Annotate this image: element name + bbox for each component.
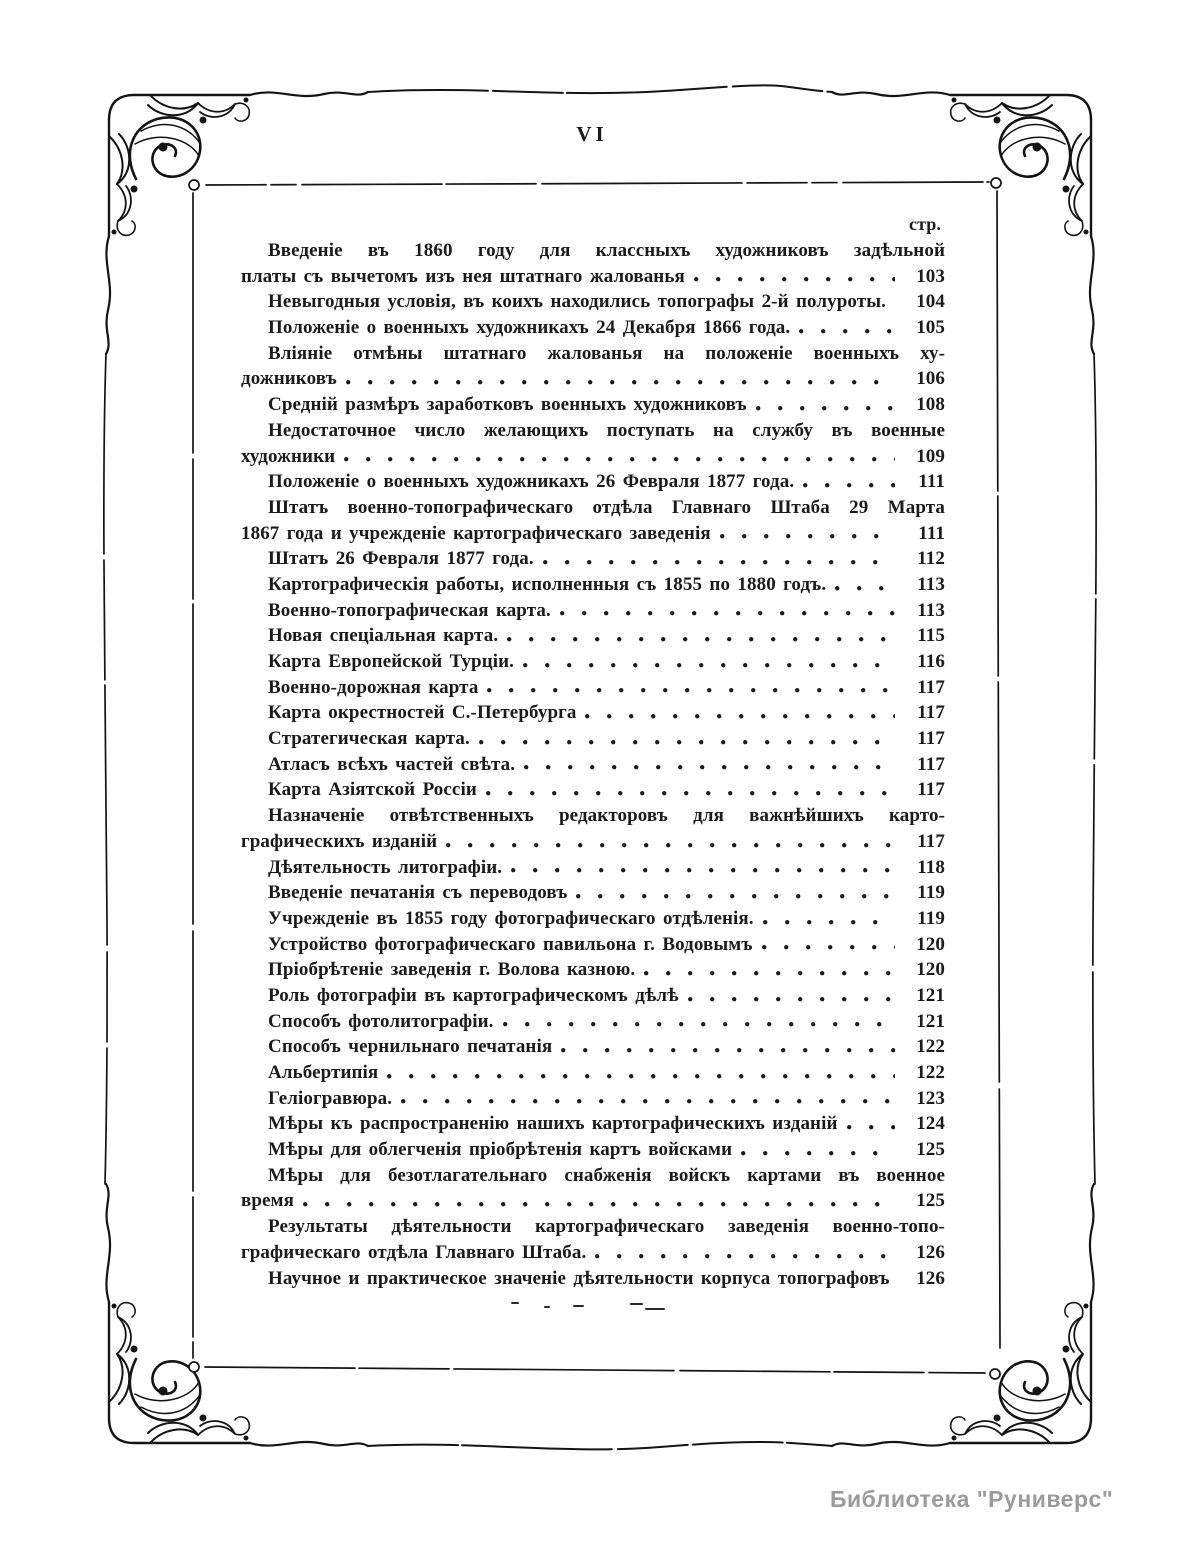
toc-entry-page: 112 — [917, 548, 945, 570]
toc-entry-text: графическихъ изданій — [241, 830, 438, 852]
toc-entry-text: художники — [241, 445, 336, 467]
dot-leader — [585, 700, 895, 726]
toc-line — [241, 366, 945, 392]
toc-line — [241, 1060, 945, 1086]
toc-entry-page: 117 — [917, 830, 945, 852]
toc-entry-text: Атласъ всѣхъ частей свѣта. — [268, 753, 516, 775]
dot-leader — [741, 1137, 895, 1163]
toc-entry-text: Устройство фотографическаго павильона г. Водовымъ — [268, 933, 753, 955]
toc-entry-page: 121 — [916, 984, 945, 1006]
toc-entry-text: Геліогравюра. — [268, 1087, 393, 1109]
toc-line — [241, 1137, 945, 1163]
toc-line — [241, 1086, 945, 1112]
dot-leader — [524, 752, 895, 778]
toc-entry-page: 116 — [917, 651, 945, 672]
dot-leader — [756, 392, 895, 418]
toc-entry-page: 105 — [916, 317, 945, 339]
toc-entry-text: Штатъ 26 Февраля 1877 года. — [268, 548, 534, 570]
dot-leader — [644, 957, 895, 983]
dot-leader — [503, 1009, 896, 1035]
toc-entry-page: 113 — [917, 573, 945, 595]
toc-line — [241, 880, 945, 906]
dot-leader — [387, 1060, 895, 1086]
toc-line — [241, 1111, 945, 1137]
toc-entry-text: Штатъ военно-топографическаго отдѣла Главнаго Штаба 29 Марта — [268, 496, 945, 518]
toc-entry-page: 117 — [917, 676, 945, 698]
toc-line — [241, 289, 945, 315]
toc-line — [241, 1266, 945, 1292]
dot-leader — [576, 880, 895, 906]
dot-leader — [847, 1111, 895, 1137]
toc-entry-page: 111 — [918, 471, 945, 493]
toc-entry-text: Мѣры для облегченія пріобрѣтенія картъ войсками — [268, 1139, 733, 1161]
toc-entry-text: графическаго отдѣла Главнаго Штаба. — [241, 1241, 587, 1263]
toc-entry-text: Военно-дорожная карта — [268, 676, 479, 698]
toc-entry-page: 117 — [917, 702, 945, 724]
dot-leader — [543, 546, 895, 572]
toc-entry-page: 117 — [917, 779, 945, 801]
dot-leader — [523, 649, 895, 675]
dot-leader — [561, 1034, 895, 1060]
toc-entry-text: Мѣры для безотлагательнаго снабженія войскъ картами въ военное — [268, 1164, 945, 1186]
toc-line — [241, 983, 945, 1009]
toc-line — [241, 495, 945, 521]
toc-entry-text: Введеніе въ 1860 году для классныхъ художниковъ задѣльной — [268, 240, 945, 261]
toc-entry-text: Роль фотографіи въ картографическомъ дѣлѣ — [268, 984, 679, 1006]
dot-leader — [479, 726, 895, 752]
toc-entry-page: 119 — [917, 882, 945, 904]
toc-entry-page: 108 — [916, 394, 945, 416]
end-flourish — [512, 1303, 664, 1309]
dot-leader — [762, 932, 895, 958]
toc-line — [241, 444, 945, 470]
toc-entry-text: 1867 года и учрежденіе картографическаго заведенія — [241, 522, 711, 544]
dot-leader — [720, 521, 895, 547]
toc-entry-text: Вліяніе отмѣны штатнаго жалованья на положеніе военныхъ ху- — [268, 342, 945, 364]
toc-entry-page: 115 — [917, 625, 945, 647]
toc-line — [241, 726, 945, 752]
dot-leader — [487, 675, 895, 701]
toc-line — [241, 1188, 945, 1214]
toc-entry-text: Карта Европейской Турціи. — [268, 651, 515, 672]
toc-entry-page: 126 — [916, 1241, 945, 1263]
toc-entry-page: 106 — [916, 368, 945, 390]
toc-line — [241, 700, 945, 726]
toc-entry-page: 103 — [916, 265, 945, 287]
dot-leader — [835, 572, 895, 598]
toc-entry-text: Недостаточное число желающихъ поступать на службу въ военные — [268, 419, 945, 441]
toc-line — [241, 392, 945, 418]
toc-entry-page: 117 — [917, 753, 945, 775]
toc-entry-text: Карта Азіятской Россіи — [268, 779, 477, 801]
toc-entry-page: 120 — [916, 933, 945, 955]
toc-line — [241, 752, 945, 778]
toc-entry-text: Учрежденіе въ 1855 году фотографическаго отдѣленія. — [268, 907, 754, 929]
toc-entry-text: платы съ вычетомъ изъ нея штатнаго жалованья — [241, 265, 685, 287]
dot-leader — [803, 469, 895, 495]
toc-line — [241, 906, 945, 932]
toc-line — [241, 341, 945, 367]
toc-line — [241, 957, 945, 983]
toc-entry-page: 121 — [916, 1010, 945, 1032]
toc-line — [241, 238, 945, 264]
toc-entry-page: 123 — [916, 1087, 945, 1109]
library-watermark: Библиотека "Руниверс" — [830, 1486, 1114, 1512]
toc-line — [241, 264, 945, 290]
toc-line — [241, 546, 945, 572]
toc-entry-text: Введеніе печатанія съ переводовъ — [268, 882, 568, 904]
dot-leader — [486, 777, 895, 803]
toc-entry-text: Средній размѣръ заработковъ военныхъ художниковъ — [268, 394, 747, 416]
toc-line — [241, 1009, 945, 1035]
toc-entry-text: Картографическія работы, исполненныя съ 1855 по 1880 годъ. — [268, 573, 827, 595]
toc-entry-text: Стратегическая карта. — [268, 728, 470, 750]
dot-leader — [507, 623, 895, 649]
dot-leader — [446, 829, 895, 855]
toc-entry-page: 117 — [917, 728, 945, 750]
toc-line — [241, 315, 945, 341]
toc-entry-text: Пріобрѣтеніе заведенія г. Волова казною. — [268, 959, 636, 981]
dot-leader — [560, 598, 895, 624]
toc-entry-page: 111 — [918, 522, 945, 544]
toc-entry-text: Положеніе о военныхъ художникахъ 24 Декабря 1866 года. — [268, 317, 791, 339]
toc-line — [241, 469, 945, 495]
toc-line — [241, 649, 945, 675]
toc-entry-page: 122 — [916, 1036, 945, 1058]
dot-leader — [799, 315, 895, 341]
toc-line — [241, 675, 945, 701]
toc-entries — [241, 238, 945, 1291]
toc-line — [241, 1034, 945, 1060]
toc-entry-page: 119 — [917, 907, 945, 929]
toc-line — [241, 932, 945, 958]
toc-entry-text: Способъ чернильнаго печатанія — [268, 1036, 553, 1058]
toc-entry-text: Способъ фотолитографіи. — [268, 1010, 494, 1032]
toc-entry-text: Карта окрестностей С.-Петербурга — [268, 702, 577, 724]
toc-entry-page: 124 — [916, 1113, 945, 1135]
toc-entry-text: время — [241, 1190, 294, 1212]
dot-leader — [401, 1086, 895, 1112]
page-column-header: стр. — [909, 214, 941, 234]
dot-leader — [595, 1240, 895, 1266]
toc-entry-text: Альбертипія — [268, 1062, 379, 1083]
dot-leader — [763, 906, 895, 932]
toc-entry-page: 122 — [916, 1062, 945, 1083]
toc-entry-page: 126 — [916, 1267, 945, 1289]
toc-line — [241, 803, 945, 829]
dot-leader — [511, 855, 895, 881]
toc-line — [241, 1214, 945, 1240]
dot-leader — [694, 264, 895, 290]
toc-line — [241, 572, 945, 598]
toc-entry-page: 120 — [916, 959, 945, 981]
toc-line — [241, 855, 945, 881]
dot-leader — [303, 1188, 895, 1214]
toc-entry-text: Новая спеціальная карта. — [268, 625, 499, 647]
toc-entry-text: Положеніе о военныхъ художникахъ 26 Февраля 1877 года. — [268, 471, 795, 493]
toc-entry-text: Невыгодныя условія, въ коихъ находились топографы 2-й полуроты. — [268, 291, 886, 313]
toc-entry-page: 125 — [916, 1190, 945, 1212]
toc-entry-text: Мѣры къ распространенію нашихъ картографическихъ изданій — [268, 1113, 838, 1135]
dot-leader — [688, 983, 895, 1009]
toc-entry-text: Военно-топографическая карта. — [268, 599, 551, 621]
toc-entry-page: 125 — [916, 1139, 945, 1161]
toc-entry-page: 109 — [916, 445, 945, 467]
toc-entry-page: 113 — [917, 599, 945, 621]
toc-line — [241, 623, 945, 649]
table-of-contents — [241, 212, 945, 1291]
toc-entry-text: Научное и практическое значеніе дѣятельности корпуса топографовъ — [268, 1267, 890, 1289]
toc-line — [241, 598, 945, 624]
toc-line — [241, 418, 945, 444]
toc-entry-page: 104 — [916, 291, 945, 313]
toc-entry-text: Результаты дѣятельности картографическаго заведенія военно-топо- — [268, 1216, 945, 1238]
toc-entry-text: Дѣятельность литографіи. — [268, 856, 503, 878]
toc-entry-text: дожниковъ — [241, 368, 337, 390]
toc-line — [241, 829, 945, 855]
toc-line — [241, 1163, 945, 1189]
toc-entry-text: Назначеніе отвѣтственныхъ редакторовъ для важнѣйшихъ карто- — [268, 805, 945, 827]
dot-leader — [346, 366, 895, 392]
page-number: VI — [576, 122, 608, 146]
toc-line — [241, 1240, 945, 1266]
toc-line — [241, 521, 945, 547]
toc-line — [241, 777, 945, 803]
dot-leader — [344, 444, 895, 470]
toc-entry-page: 118 — [917, 856, 945, 878]
